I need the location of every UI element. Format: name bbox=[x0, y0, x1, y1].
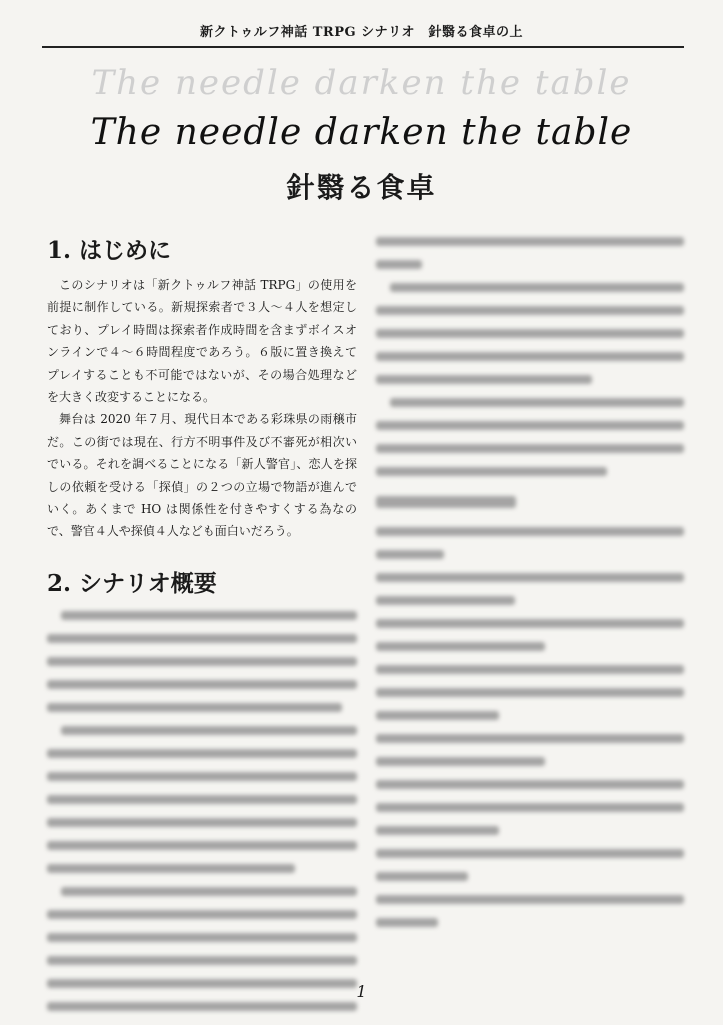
paragraph: このシナリオは「新クトゥルフ神話 TRPG」の使用を前提に制作している。新規探索者で３人～４人を想定しており、プレイ時間は探索者作成時間を含まずボイスオンラインで４～６時間程度であろう。６版に置き換えてプレイすることも不可能ではないが、その場合処理などを大きく改変することになる。 bbox=[47, 278, 357, 405]
running-header: 新クトゥルフ神話 TRPG シナリオ 針翳る食卓の上 bbox=[200, 25, 523, 40]
page-title: The needle darken the table bbox=[90, 112, 633, 153]
page-number: 1 bbox=[356, 982, 367, 1001]
paragraph: 舞台は 2020 年７月、現代日本である彩珠県の雨穣市だ。この街では現在、行方不明事件及び不審死が相次いでいる。それを調べることになる「新人警官」、恋人を探しの依頼を受ける「探偵」の２つの立場で物語が進んでいく。あくまで HO は関係性を付きやすくする為なので、警官４人や探偵４人なども面白いだろう。 bbox=[47, 412, 357, 539]
section-1-body bbox=[47, 274, 357, 543]
blurred-text-left bbox=[47, 611, 357, 1011]
left-column bbox=[47, 236, 357, 1025]
blurred-heading-right bbox=[376, 496, 516, 522]
title-shadow: The needle darken the table bbox=[91, 63, 632, 103]
section-2-heading: 2. シナリオ概要 bbox=[47, 569, 217, 597]
page-subtitle: 針翳る食卓 bbox=[286, 171, 437, 204]
header-rule bbox=[42, 46, 684, 48]
blurred-text-right-bottom bbox=[376, 527, 684, 941]
blurred-text-right-top bbox=[376, 237, 684, 490]
section-1-heading: 1. はじめに bbox=[47, 237, 172, 264]
